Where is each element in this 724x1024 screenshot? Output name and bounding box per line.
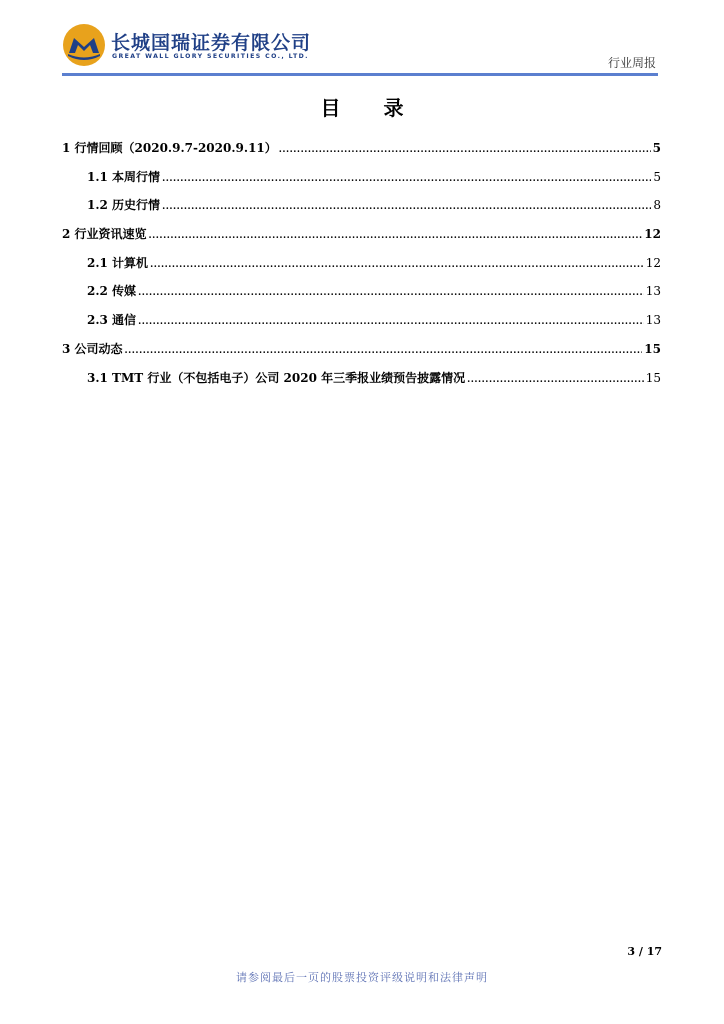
- toc-entry-label: 2.3 通信: [87, 313, 137, 328]
- header-divider: [62, 73, 658, 76]
- toc-entry-2-1[interactable]: [62, 254, 661, 283]
- toc-entry-label: 2.1 计算机: [87, 255, 149, 270]
- toc-entry-page: 13: [645, 284, 661, 299]
- toc-entry-label: 3.1 TMT 行业（不包括电子）公司 2020 年三季报业绩预告披露情况: [87, 370, 466, 385]
- toc-entry-label: 1 行情回顾（2020.9.7-2020.9.11）: [62, 141, 277, 155]
- company-name-en: GREAT WALL GLORY SECURITIES CO., LTD.: [112, 53, 309, 60]
- toc-leader-dots: [162, 202, 651, 212]
- page-number: 3 / 17: [627, 945, 662, 958]
- toc-entry-label: 2.2 传媒: [87, 284, 137, 299]
- toc-entry-page: 15: [644, 341, 661, 356]
- company-name-cn: 长城国瑞证券有限公司: [111, 32, 312, 54]
- toc-entry-1-1[interactable]: [62, 168, 661, 197]
- toc-leader-dots: [149, 231, 643, 241]
- toc-entry-label: 3 公司动态: [62, 341, 123, 356]
- toc-title: 目 录: [320, 96, 422, 120]
- page-header: [62, 20, 658, 76]
- report-type: 行业周报: [607, 56, 656, 70]
- toc-leader-dots: [279, 145, 651, 155]
- toc-entry-1[interactable]: [62, 139, 661, 168]
- toc-entry-page: 5: [653, 169, 661, 184]
- toc-entry-page: 12: [644, 227, 661, 242]
- toc-entry-page: 15: [645, 370, 661, 385]
- toc-entry-label: 1.1 本周行情: [87, 169, 161, 184]
- great-wall-glory-logo-icon: [62, 23, 106, 67]
- footer-disclaimer: 请参阅最后一页的股票投资评级说明和法律声明: [236, 971, 488, 984]
- toc-entry-3-1[interactable]: [62, 369, 661, 398]
- toc-entry-label: 2 行业资讯速览: [62, 227, 147, 242]
- toc-leader-dots: [162, 174, 651, 184]
- toc-entry-2-2[interactable]: [62, 282, 661, 311]
- toc-entry-1-2[interactable]: [62, 196, 661, 225]
- toc-entry-page: 5: [652, 141, 661, 155]
- toc-entry-2[interactable]: [62, 225, 661, 254]
- toc-leader-dots: [150, 260, 644, 270]
- toc-leader-dots: [125, 346, 643, 356]
- toc-leader-dots: [467, 375, 644, 385]
- table-of-contents: [62, 139, 661, 397]
- toc-entry-page: 13: [645, 313, 661, 328]
- toc-entry-label: 1.2 历史行情: [87, 198, 161, 213]
- toc-entry-page: 8: [653, 198, 661, 213]
- toc-leader-dots: [138, 317, 644, 327]
- toc-entry-page: 12: [645, 255, 661, 270]
- toc-entry-2-3[interactable]: [62, 311, 661, 340]
- toc-leader-dots: [138, 288, 644, 298]
- toc-entry-3[interactable]: [62, 340, 661, 369]
